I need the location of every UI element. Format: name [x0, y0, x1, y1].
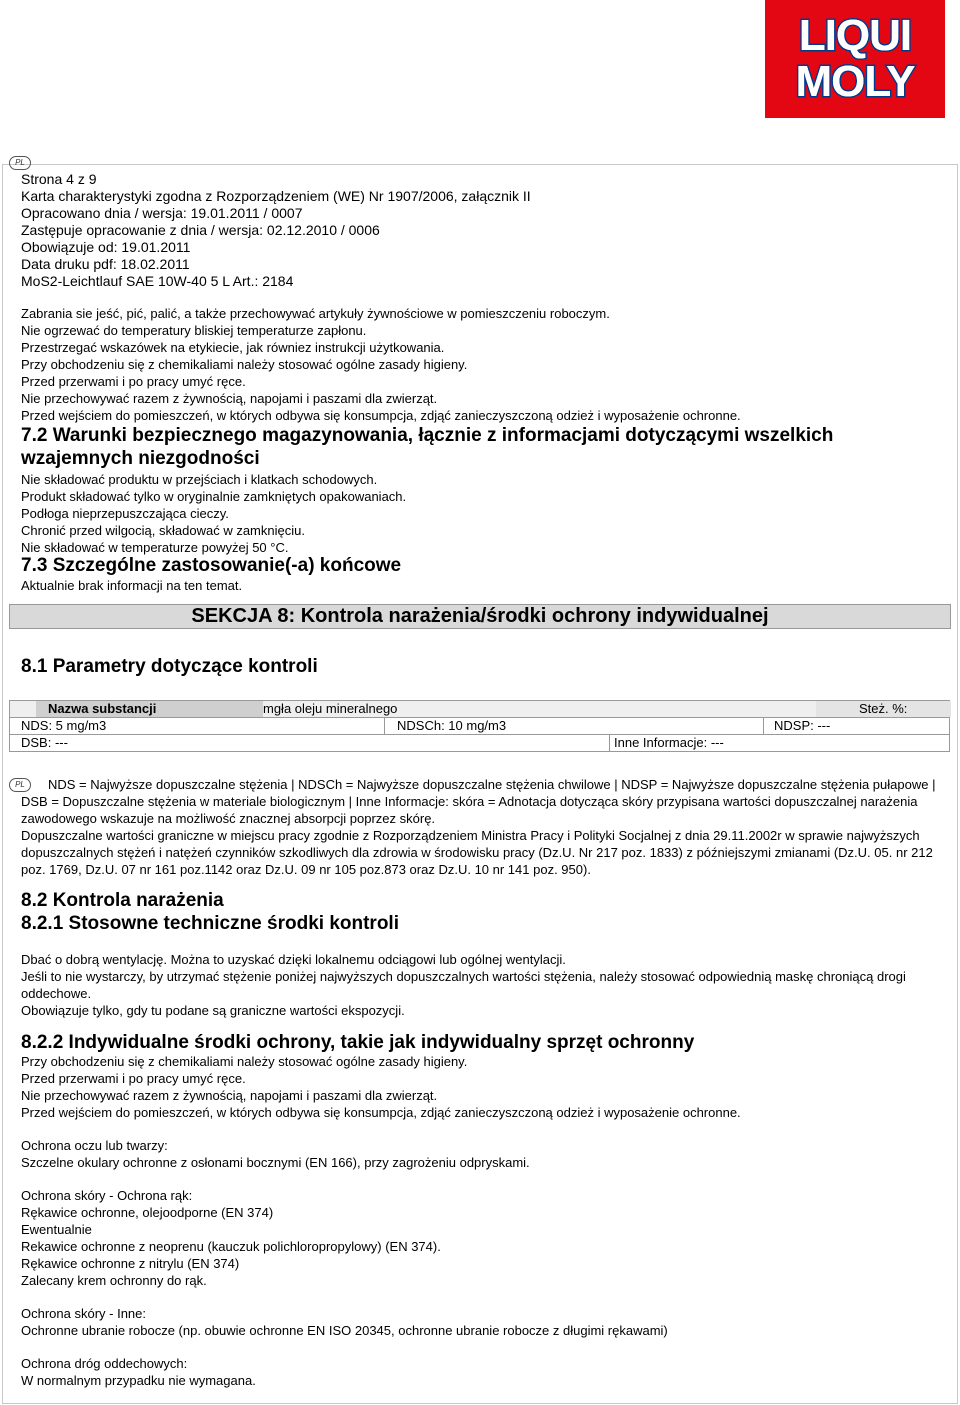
nds-cell: NDS: 5 mg/m3 — [21, 718, 107, 733]
technical-line: Obowiązuje tylko, gdy tu podane są graniczne wartości ekspozycji. — [21, 1003, 405, 1018]
header-page: Strona 4 z 9 — [21, 171, 97, 187]
hand-protection-line: Rękawice ochronne z nitrylu (EN 374) — [21, 1256, 240, 1271]
section-7-3-text: Aktualnie brak informacji na ten temat. — [21, 578, 243, 593]
eye-protection-text: Szczelne okulary ochronne z osłonami bocznymi (EN 166), przy zagrożeniu odpryskami. — [21, 1155, 530, 1170]
table-row — [9, 700, 950, 718]
header-title: Karta charakterystyki zgodna z Rozporządzeniem (WE) Nr 1907/2006, załącznik II — [21, 188, 531, 204]
section-8-1-title: 8.1 Parametry dotyczące kontroli — [21, 656, 318, 677]
section-8-2-2-title: 8.2.2 Indywidualne środki ochrony, takie jak indywidualny sprzęt ochronny — [21, 1032, 695, 1053]
table-row — [9, 735, 950, 752]
section-7-3 — [21, 554, 401, 594]
hand-protection-line: Ewentualnie — [21, 1222, 92, 1237]
storage-line: Produkt składować tylko w oryginalnie zamkniętych opakowaniach. — [21, 489, 407, 504]
section-8-banner: SEKCJA 8: Kontrola narażenia/środki ochrony indywidualnej — [9, 604, 951, 629]
table-row — [9, 718, 950, 735]
header-print-date: Data druku pdf: 18.02.2011 — [21, 256, 190, 272]
cell-divider — [609, 735, 610, 751]
hand-protection-line: Rękawice ochronne, olejoodporne (EN 374) — [21, 1205, 274, 1220]
ppe-line: Nie przechowywać razem z żywnością, napojami i paszami dla zwierząt. — [21, 1088, 438, 1103]
handling-line: Nie ogrzewać do temperatury bliskiej temperaturze zapłonu. — [21, 323, 367, 338]
inne-cell: Inne Informacje: --- — [614, 735, 724, 750]
storage-line: Nie składować produktu w przejściach i klatkach schodowych. — [21, 472, 378, 487]
handling-line: Przed wejściem do pomieszczeń, w których odbywa się konsumpcja, zdjąć zanieczyszczoną odzież i wyposażenie ochronne. — [21, 408, 741, 423]
section-7-3-title: 7.3 Szczególne zastosowanie(-a) końcowe — [21, 555, 402, 576]
regulation-paragraph: Dopuszczalne wartości graniczne w miejscu pracy zgodnie z Rozporządzeniem Ministra Pracy i Polityki Socjalnej z dnia 29.11.2002r w sprawie najwyższych dopuszczalnych stężeń i natężeń czynników szkodliwych dla zdrowia w środowisku pracy (Dz.U. Nr 217 poz. 1833) z późniejszymi zmianami (Dz.U. 05. nr 212 poz. 1769, Dz.U. 07 nr 161 poz.1142 oraz Dz.U. 09 nr 105 poz.873 oraz Dz.U. 10 nr 141 poz. 950). — [21, 828, 933, 877]
language-badge: PL — [9, 156, 31, 170]
respiratory-protection — [21, 1355, 946, 1389]
hand-protection-label: Ochrona skóry - Ochrona rąk: — [21, 1188, 193, 1203]
cell-divider — [763, 718, 764, 734]
ndsch-cell: NDSCh: 10 mg/m3 — [397, 718, 507, 733]
logo-line-1: LIQUI — [798, 11, 912, 60]
section-8-2-title: 8.2 Kontrola narażenia — [21, 890, 224, 911]
section-7-2-title-line2: wzajemnych niezgodności — [21, 448, 260, 469]
header-replaces: Zastępuje opracowanie z dnia / wersja: 02.12.2010 / 0006 — [21, 222, 380, 238]
header-prepared: Opracowano dnia / wersja: 19.01.2011 / 0007 — [21, 205, 303, 221]
legend-paragraph: NDS = Najwyższe dopuszczalne stężenia | NDSCh = Najwyższe dopuszczalne stężenia chwilowe | NDSP = Najwyższe dopuszczalne stężenia pułapowe | DSB = Dopuszczalne stężenia w materiale biologicznym | Inne Informacje: skóra = Adnotacja dotycząca skóry przypisana wartości dopuszczalnej narażenia zawodowego wskazuje na możliwość znacznej absorpcji poprzez skórę. — [21, 777, 936, 826]
technical-line: Dbać o dobrą wentylację. Można to uzyskać dzięki lokalnemu odciągowi lub ogólnej wentylacji. — [21, 952, 566, 967]
hand-protection-line: Rekawice ochronne z neoprenu (kauczuk polichloropropylowy) (EN 374). — [21, 1239, 441, 1254]
section-8-2-1-title: 8.2.1 Stosowne techniczne środki kontroli — [21, 913, 399, 934]
exposure-limits-table — [9, 700, 950, 752]
eye-protection-label: Ochrona oczu lub twarzy: — [21, 1138, 168, 1153]
storage-line: Podłoga nieprzepuszczająca cieczy. — [21, 506, 229, 521]
skin-protection-label: Ochrona skóry - Inne: — [21, 1306, 146, 1321]
technical-controls — [21, 951, 946, 1019]
ndsp-cell: NDSP: --- — [774, 718, 831, 733]
concentration-label: Steż. %: — [816, 701, 951, 717]
handling-instructions — [21, 305, 741, 424]
respiratory-protection-label: Ochrona dróg oddechowych: — [21, 1356, 188, 1371]
technical-line: Jeśli to nie wystarczy, by utrzymać stężenie poniżej najwyższych dopuszczalnych wartości stężenia, należy stosować odpowiednią maskę chroniącą drogi oddechowe. — [21, 969, 906, 1001]
section-7-2 — [21, 424, 833, 556]
ppe-line: Przed przerwami i po pracy umyć ręce. — [21, 1071, 246, 1086]
ppe-line: Przy obchodzeniu się z chemikaliami należy stosować ogólne zasady higieny. — [21, 1054, 468, 1069]
logo-line-2: MOLY — [795, 57, 915, 106]
handling-line: Przestrzegać wskazówek na etykiecie, jak równiez instrukcji użytkowania. — [21, 340, 445, 355]
respiratory-protection-text: W normalnym przypadku nie wymagana. — [21, 1373, 256, 1388]
section-7-2-title-line1: 7.2 Warunki bezpiecznego magazynowania, łącznie z informacjami dotyczącymi wszelkich — [21, 425, 834, 446]
header-valid-from: Obowiązuje od: 19.01.2011 — [21, 239, 191, 255]
skin-protection-text: Ochronne ubranie robocze (np. obuwie ochronne EN ISO 20345, ochronne ubranie robocze z długimi rękawami) — [21, 1323, 668, 1338]
hand-protection — [21, 1187, 946, 1289]
ppe-line: Przed wejściem do pomieszczeń, w których odbywa się konsumpcja, zdjąć zanieczyszczoną odzież i wyposażenie ochronne. — [21, 1105, 741, 1120]
storage-line: Chronić przed wilgocią, składować w zamknięciu. — [21, 523, 305, 538]
handling-line: Zabrania sie jeść, pić, palić, a także przechowywać artykuły żywnościowe w pomieszczeniu roboczym. — [21, 306, 610, 321]
handling-line: Nie przechowywać razem z żywnością, napojami i paszami dla zwierząt. — [21, 391, 438, 406]
language-badge: PL — [9, 778, 31, 792]
handling-line: Przy obchodzeniu się z chemikaliami należy stosować ogólne zasady higieny. — [21, 357, 468, 372]
eye-protection — [21, 1137, 946, 1171]
hand-protection-line: Zalecany krem ochronny do rąk. — [21, 1273, 207, 1288]
storage-line: Nie składować w temperaturze powyżej 50 °C. — [21, 540, 289, 555]
ppe-general — [21, 1053, 946, 1121]
cell-divider — [384, 718, 385, 734]
dsb-cell: DSB: --- — [21, 735, 68, 750]
skin-protection — [21, 1305, 946, 1339]
liqui-moly-logo — [765, 0, 945, 118]
substance-value: mgła oleju mineralnego — [263, 701, 398, 716]
document-header — [21, 171, 531, 290]
header-product: MoS2-Leichtlauf SAE 10W-40 5 L Art.: 2184 — [21, 273, 294, 289]
substance-label: Nazwa substancji — [36, 701, 263, 717]
handling-line: Przed przerwami i po pracy umyć ręce. — [21, 374, 246, 389]
